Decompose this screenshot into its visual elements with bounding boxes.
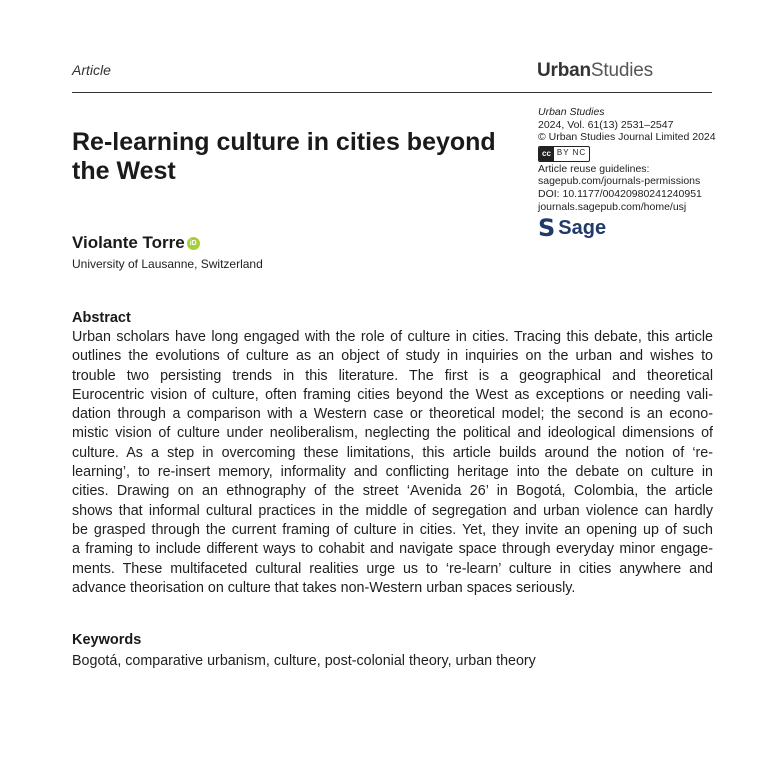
orcid-icon[interactable]: iD — [187, 237, 200, 250]
abstract-line: shows that informal cultural practices in the middle of segregation and urban violence can hardly — [72, 502, 713, 519]
journal-logo-light: Studies — [590, 60, 653, 81]
abstract-line: learning’, to re-insert memory, informality and conflicting heritage into the debate on culture in — [72, 464, 713, 481]
abstract-heading: Abstract — [72, 310, 131, 326]
abstract-line: be grasped through the current framing of culture in cities. Yet, they invite an opening up of such — [72, 521, 713, 538]
abstract-line: culture. As a step in overcoming these limitations, this article builds around the notion of ‘re- — [72, 444, 713, 461]
abstract-line: a framing to include different ways to cohabit and navigate space through everyday minor engage- — [72, 541, 713, 558]
doi-link[interactable]: DOI: 10.1177/00420980241240951 — [538, 187, 702, 200]
abstract-line: outlines the evolutions of culture as an object of study in inquiries on the urban and wishes to — [72, 348, 713, 365]
publisher-logo — [538, 214, 716, 243]
abstract-line: trouble two persisting trends in this literature. The first is a geographical and theoretical — [72, 367, 713, 384]
journal-logo — [537, 60, 653, 82]
author-name[interactable]: Violante Torre — [72, 233, 185, 252]
author-row — [72, 233, 200, 253]
volume-line: 2024, Vol. 61(13) 2531–2547 — [538, 118, 674, 131]
journal-url-link[interactable]: journals.sagepub.com/home/usj — [538, 200, 687, 213]
keywords-heading: Keywords — [72, 632, 142, 648]
abstract-line: Urban scholars have long engaged with the role of culture in cities. Tracing this debate, this article — [72, 329, 713, 345]
abstract-line: dation through a comparison with a Western case or theoretical model; the second is an econo- — [72, 406, 713, 423]
cc-badge-label: cc — [539, 147, 554, 161]
abstract-line: cities. Drawing on an ethnography of the street ‘Avenida 26’ in Bogotá, Colombia, the article — [72, 483, 713, 500]
abstract-body — [72, 328, 713, 598]
publisher-name: Sage — [558, 217, 607, 240]
abstract-line: mistic vision of culture under neoliberalism, neglecting the political and ideological dimensions of — [72, 425, 713, 442]
cc-license-icon[interactable] — [538, 146, 590, 162]
keywords-list: Bogotá, comparative urbanism, culture, post-colonial theory, urban theory — [72, 653, 536, 669]
reuse-label: Article reuse guidelines: — [538, 162, 650, 175]
cc-by-nc-icon: BY NC — [556, 148, 587, 158]
journal-logo-bold: Urban — [537, 60, 591, 81]
abstract-line: advance theorisation on culture that takes non-Western urban spaces seriously. — [72, 579, 576, 596]
article-type-label: Article — [72, 62, 111, 78]
journal-metadata — [538, 106, 716, 243]
author-affiliation: University of Lausanne, Switzerland — [72, 257, 263, 271]
copyright-line: © Urban Studies Journal Limited 2024 — [538, 131, 716, 144]
article-title: Re-learning culture in cities beyond the West — [72, 128, 496, 185]
abstract-line: ments. These multifaceted cultural realities urge us to ‘re-learn’ culture in cities anywhere and — [72, 560, 713, 577]
sage-s-icon: S — [538, 214, 556, 243]
abstract-line: Eurocentric vision of culture, often framing cities beyond the West as exceptions or needing vali- — [72, 386, 713, 403]
journal-name: Urban Studies — [538, 106, 605, 118]
header-rule — [72, 92, 712, 93]
reuse-link[interactable]: sagepub.com/journals-permissions — [538, 175, 701, 188]
